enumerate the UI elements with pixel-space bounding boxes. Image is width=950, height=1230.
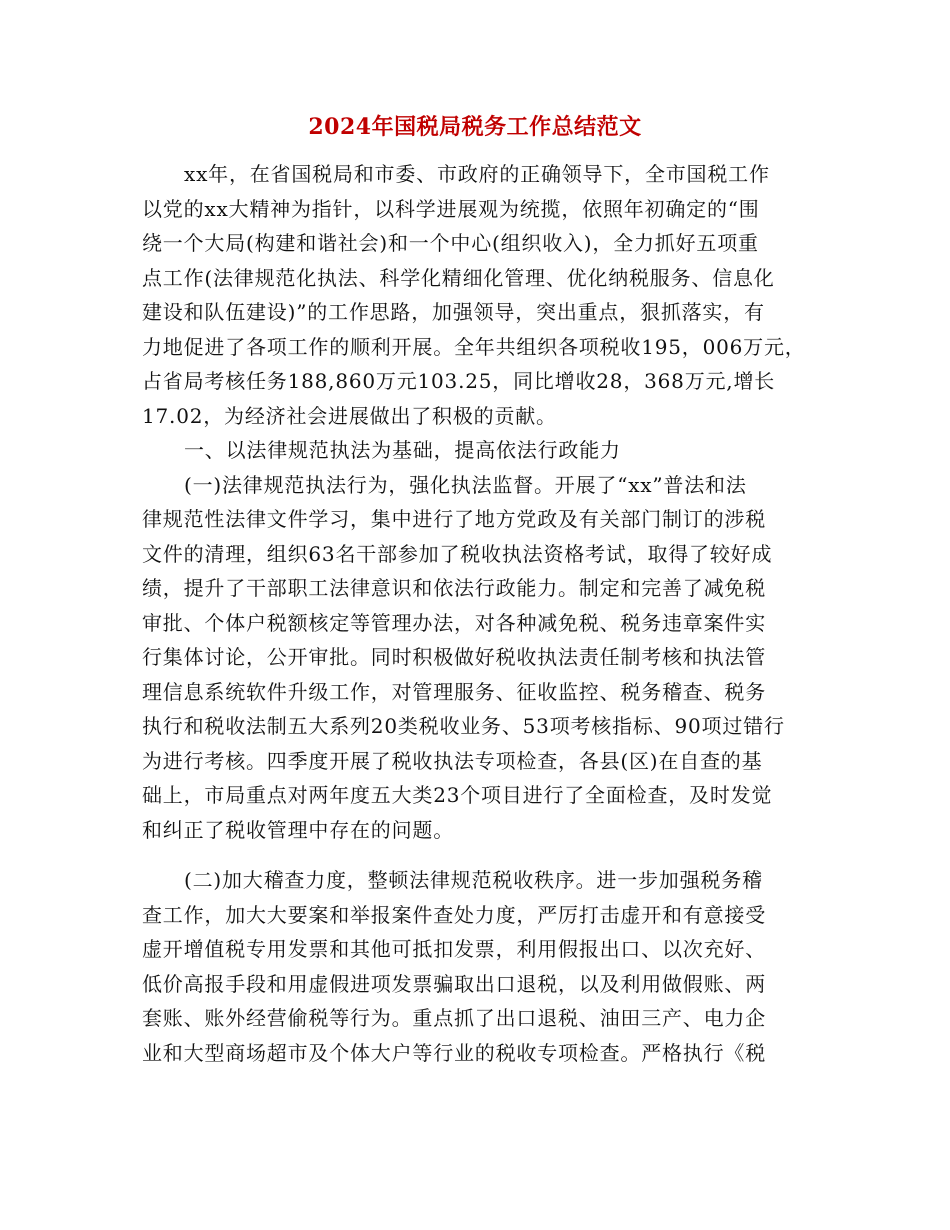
text-line: 执行和税收法制五大系列20类税收业务、53项考核指标、90项过错行 [142, 714, 785, 738]
text-line: (一)法律规范执法行为，强化执法监督。开展了“xx”普法和法 [184, 472, 747, 497]
text-line: 17.02，为经济社会进展做出了积极的贡献。 [142, 403, 557, 428]
text-line: 虚开增值税专用发票和其他可抵扣发票，利用假报出口、以次充好、 [142, 937, 766, 961]
text-line: 以党的xx大精神为指针，以科学进展观为统揽，依照年初确定的“围 [142, 196, 760, 221]
paragraph-subsection-1 [142, 468, 818, 848]
text-line: 套账、账外经营偷税等行为。重点抓了出口退税、油田三产、电力企 [142, 1006, 766, 1030]
text-line: 审批、个体户税额核定等管理办法，对各种减免税、税务违章案件实 [142, 610, 766, 635]
text-line: 绩，提升了干部职工法律意识和依法行政能力。制定和完善了减免税 [142, 576, 766, 600]
text-line: 点工作(法律规范化执法、科学化精细化管理、优化纳税服务、信息化 [142, 265, 775, 290]
text-line: (二)加大稽查力度，整顿法律规范税收秩序。进一步加强税务稽 [184, 868, 763, 892]
text-line: 建设和队伍建设)”的工作思路，加强领导，突出重点，狠抓落实，有 [142, 300, 765, 324]
document-body [142, 157, 818, 1070]
text-line: 占省局考核任务188,860万元103.25，同比增收28，368万元,增长 [142, 369, 776, 393]
paragraph-subsection-2 [142, 863, 818, 1070]
text-line: 为进行考核。四季度开展了税收执法专项检查，各县(区)在自查的基 [142, 748, 763, 773]
text-line: 业和大型商场超市及个体大户等行业的税收专项检查。严格执行《税 [142, 1040, 766, 1065]
document-title: 2024年国税局税务工作总结范文 [308, 114, 642, 140]
text-line: 查工作，加大大要案和举报案件查处力度，严厉打击虚开和有意接受 [142, 902, 766, 927]
text-line: 律规范性法律文件学习，集中进行了地方党政及有关部门制订的涉税 [142, 507, 766, 531]
text-line: 行集体讨论，公开审批。同时积极做好税收执法责任制考核和执法管 [142, 645, 766, 669]
text-line: 和纠正了税收管理中存在的问题。 [142, 817, 454, 842]
text-line: 力地促进了各项工作的顺利开展。全年共组织各项税收195，006万元， [142, 334, 806, 359]
section-heading-text: 一、以法律规范执法为基础，提高依法行政能力 [184, 438, 621, 462]
text-line: 文件的清理，组织63名干部参加了税收执法资格考试，取得了较好成 [142, 541, 773, 566]
text-line: 础上，市局重点对两年度五大类23个项目进行了全面检查，及时发觉 [142, 783, 773, 807]
text-line: xx年，在省国税局和市委、市政府的正确领导下，全市国税工作 [184, 162, 770, 186]
text-line: 绕一个大局(构建和谐社会)和一个中心(组织收入)，全力抓好五项重 [142, 231, 759, 255]
paragraph-intro [142, 157, 818, 433]
text-line: 低价高报手段和用虚假进项发票骗取出口退税，以及利用做假账、两 [142, 971, 766, 996]
text-line: 理信息系统软件升级工作，对管理服务、征收监控、税务稽查、税务 [142, 679, 766, 704]
section-heading [142, 433, 818, 468]
